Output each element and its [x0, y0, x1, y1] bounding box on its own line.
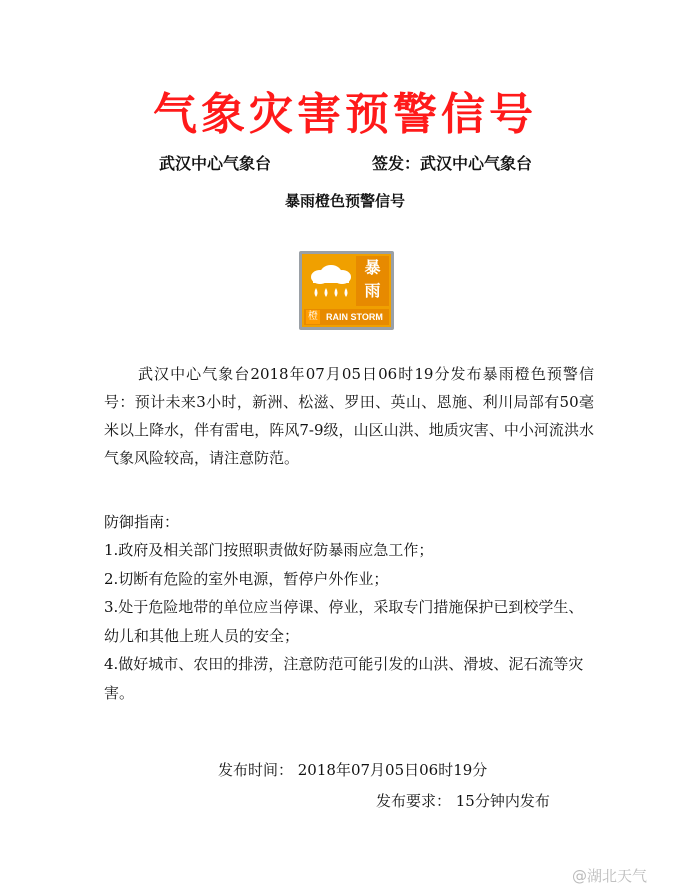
list-item: 1.政府及相关部门按照职责做好防暴雨应急工作；: [104, 541, 434, 559]
signal-subtitle: 暴雨橙色预警信号: [284, 192, 405, 210]
guide-list: [104, 536, 594, 707]
icon-label: [356, 256, 389, 306]
warning-paragraph: 武汉中心气象台2018年07月05日06时19分发布暴雨橙色预警信号：预计未来3小时，新洲、松滋、罗田、英山、恩施、利川局部有50毫米以上降水，伴有雷电，阵风7-9级，山区山洪、地质灾害、中小河流洪水气象风险较高，请注意防范。: [104, 365, 594, 467]
list-item: 2.切断有危险的室外电源，暂停户外作业；: [104, 569, 389, 588]
icon-strip: [304, 309, 389, 325]
watermark: @湖北天气: [572, 867, 648, 885]
issuer: 武汉中心气象台: [159, 154, 272, 173]
cloud-rain-icon: [307, 260, 355, 300]
list-item: 3.处于危险地带的单位应当停课、停业，采取专门措施保护已到校学生、幼儿和其他上班人员的安全；: [104, 598, 584, 645]
icon-label-bottom: 雨: [364, 281, 381, 300]
guide-heading: 防御指南：: [104, 513, 180, 531]
list-item: 4.做好城市、农田的排涝，注意防范可能引发的山洪、滑坡、泥石流等灾害。: [104, 655, 584, 702]
page-title: 气象灾害预警信号: [153, 89, 537, 140]
rainstorm-orange-warning-icon: [299, 251, 394, 330]
icon-level: 橙: [308, 311, 318, 322]
icon-label-top: 暴: [364, 258, 381, 277]
publish-time: 发布时间： 2018年07月05日06时19分: [218, 761, 488, 779]
publish-requirement: 发布要求： 15分钟内发布: [376, 792, 550, 810]
signed-by: 签发：武汉中心气象台: [372, 154, 533, 173]
icon-english: RAIN STORM: [326, 312, 383, 322]
